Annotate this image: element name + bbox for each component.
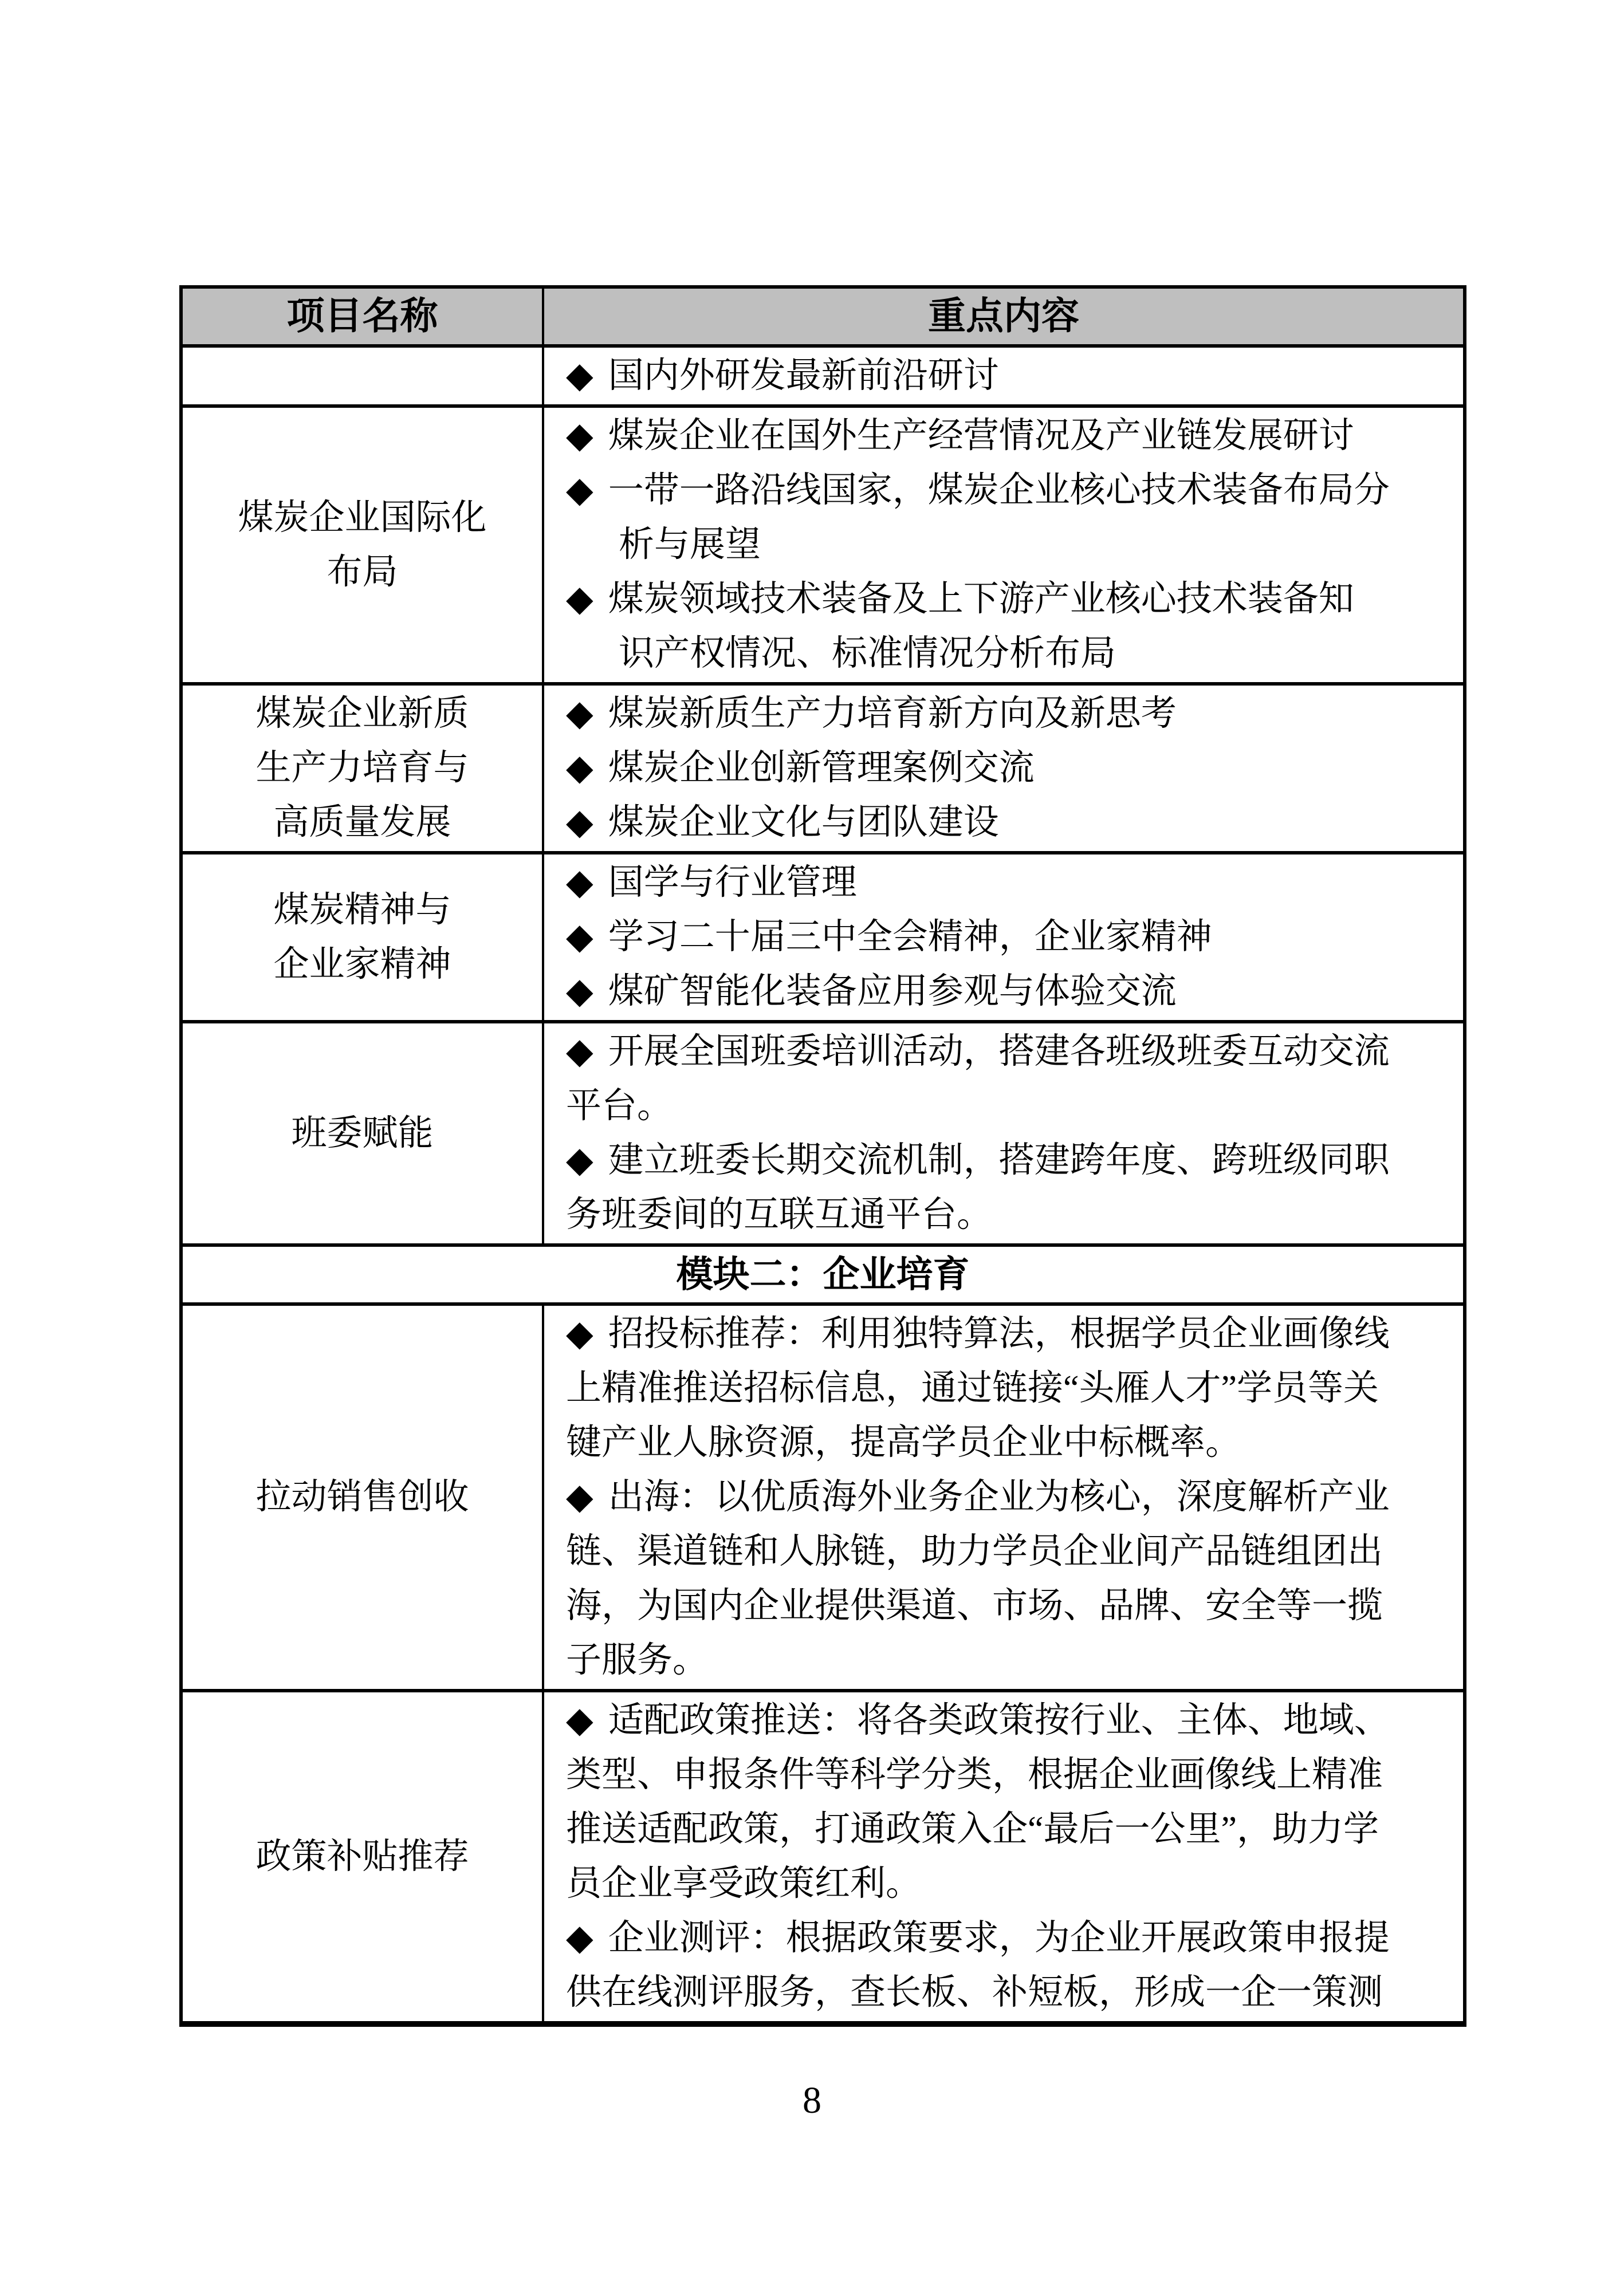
bullet-line: [566, 741, 1449, 795]
continuation-line: 务班委间的互联互通平台。: [566, 1195, 993, 1234]
bullet-line: [566, 463, 1449, 518]
table-row: [181, 406, 1465, 684]
bullet-text: 煤炭企业文化与团队建设: [608, 803, 999, 842]
diamond-bullet-icon: ◆: [566, 471, 593, 510]
bullet-text: 学习二十届三中全会精神，企业家精神: [608, 917, 1212, 956]
table-row: [181, 684, 1465, 853]
bullet-line: [566, 856, 1449, 910]
bullet-line: [566, 349, 1449, 403]
bullet-text: 煤矿智能化装备应用参观与体验交流: [608, 972, 1177, 1011]
bullet-line: [566, 964, 1449, 1019]
bullet-text: 一带一路沿线国家，煤炭企业核心技术装备布局分: [608, 471, 1390, 510]
row-content: [543, 1304, 1465, 1691]
page-number: 8: [803, 2080, 821, 2121]
header-project-name: 项目名称: [181, 287, 543, 346]
row-label: [181, 1022, 543, 1245]
bullet-line: [566, 1307, 1449, 1361]
bullet-text: 煤炭企业创新管理案例交流: [608, 749, 1035, 787]
table-row: [181, 1691, 1465, 2024]
diamond-bullet-icon: ◆: [566, 580, 593, 619]
bullet-text: 招投标推荐：利用独特算法，根据学员企业画像线: [608, 1314, 1390, 1353]
row-content: [543, 346, 1465, 406]
row-label: [181, 406, 543, 684]
bullet-line: [566, 1133, 1449, 1188]
diamond-bullet-icon: ◆: [566, 863, 593, 902]
continuation-line: 供在线测评服务，查长板、补短板，形成一企一策测: [566, 1973, 1383, 2012]
continuation-line: 海，为国内企业提供渠道、市场、品牌、安全等一揽: [566, 1586, 1383, 1625]
bullet-text: 开展全国班委培训活动，搭建各班级班委互动交流: [608, 1032, 1390, 1071]
bullet-line: [566, 1911, 1449, 1966]
bullet-line: [566, 687, 1449, 741]
bullet-text: 煤炭企业在国外生产经营情况及产业链发展研讨: [608, 416, 1354, 455]
table-row: [181, 853, 1465, 1022]
diamond-bullet-icon: ◆: [566, 1701, 593, 1740]
module-header-row: [181, 1245, 1465, 1304]
continuation-line: 键产业人脉资源，提高学员企业中标概率。: [566, 1423, 1241, 1462]
row-label-line: 生产力培育与: [255, 749, 469, 787]
continuation-line: 子服务。: [566, 1641, 709, 1680]
bullet-text: 企业测评：根据政策要求，为企业开展政策申报提: [608, 1919, 1390, 1958]
diamond-bullet-icon: ◆: [566, 1314, 593, 1353]
diamond-bullet-icon: ◆: [566, 917, 593, 956]
row-label: [181, 684, 543, 853]
row-label-line: 企业家精神: [273, 944, 451, 984]
row-content: [543, 1022, 1465, 1245]
row-label-line: 煤炭企业国际化: [238, 498, 487, 537]
row-label: [181, 1691, 543, 2024]
row-label-line: 煤炭精神与: [273, 890, 451, 930]
bullet-text: 建立班委长期交流机制，搭建跨年度、跨班级同职: [608, 1141, 1390, 1180]
row-content: [543, 684, 1465, 853]
row-label-line: 班委赋能: [291, 1113, 434, 1153]
bullet-text: 出海：以优质海外业务企业为核心，深度解析产业: [608, 1478, 1390, 1517]
row-label-line: 布局: [327, 552, 398, 592]
table-row: [181, 346, 1465, 406]
continuation-line: 上精准推送招标信息，通过链接“头雁人才”学员等关: [566, 1369, 1379, 1408]
row-content: [543, 1691, 1465, 2024]
bullet-line: [566, 1025, 1449, 1079]
bullet-text: 煤炭领域技术装备及上下游产业核心技术装备知: [608, 580, 1354, 619]
continuation-line: 员企业享受政策红利。: [566, 1864, 922, 1903]
row-label-line: 高质量发展: [273, 803, 451, 842]
diamond-bullet-icon: ◆: [566, 694, 593, 733]
module-header: 模块二：企业培育: [181, 1245, 1465, 1304]
program-table: [179, 285, 1466, 2027]
row-label-line: 拉动销售创收: [255, 1478, 469, 1517]
row-label: [181, 853, 543, 1022]
diamond-bullet-icon: ◆: [566, 1141, 593, 1180]
bullet-line: [566, 910, 1449, 964]
table-header-row: [181, 287, 1465, 346]
row-label-line: 政策补贴推荐: [255, 1837, 469, 1876]
bullet-text: 适配政策推送：将各类政策按行业、主体、地域、: [608, 1701, 1390, 1740]
diamond-bullet-icon: ◆: [566, 1919, 593, 1958]
continuation-line: 类型、申报条件等科学分类，根据企业画像线上精准: [566, 1755, 1383, 1794]
diamond-bullet-icon: ◆: [566, 803, 593, 842]
diamond-bullet-icon: ◆: [566, 1478, 593, 1517]
bullet-line: [566, 1470, 1449, 1525]
table-row: [181, 1022, 1465, 1245]
continuation-line: 平台。: [566, 1086, 673, 1125]
bullet-text: 煤炭新质生产力培育新方向及新思考: [608, 694, 1177, 733]
diamond-bullet-icon: ◆: [566, 356, 593, 395]
bullet-line: [566, 409, 1449, 463]
diamond-bullet-icon: ◆: [566, 972, 593, 1011]
bullet-line: [566, 1694, 1449, 1748]
diamond-bullet-icon: ◆: [566, 416, 593, 455]
bullet-line: [566, 572, 1449, 627]
row-label: [181, 1304, 543, 1691]
header-key-content: 重点内容: [543, 287, 1465, 346]
bullet-text: 国内外研发最新前沿研讨: [608, 356, 999, 395]
row-label: [181, 346, 543, 406]
row-content: [543, 853, 1465, 1022]
continuation-line: 识产权情况、标准情况分析布局: [619, 634, 1116, 673]
table-row: [181, 1304, 1465, 1691]
diamond-bullet-icon: ◆: [566, 749, 593, 787]
continuation-line: 推送适配政策，打通政策入企“最后一公里”，助力学: [566, 1810, 1379, 1849]
row-content: [543, 406, 1465, 684]
continuation-line: 析与展望: [619, 525, 761, 564]
diamond-bullet-icon: ◆: [566, 1032, 593, 1071]
bullet-line: [566, 795, 1449, 850]
row-label-line: 煤炭企业新质: [255, 694, 469, 733]
continuation-line: 链、渠道链和人脉链，助力学员企业间产品链组团出: [566, 1532, 1383, 1571]
bullet-text: 国学与行业管理: [608, 863, 857, 902]
